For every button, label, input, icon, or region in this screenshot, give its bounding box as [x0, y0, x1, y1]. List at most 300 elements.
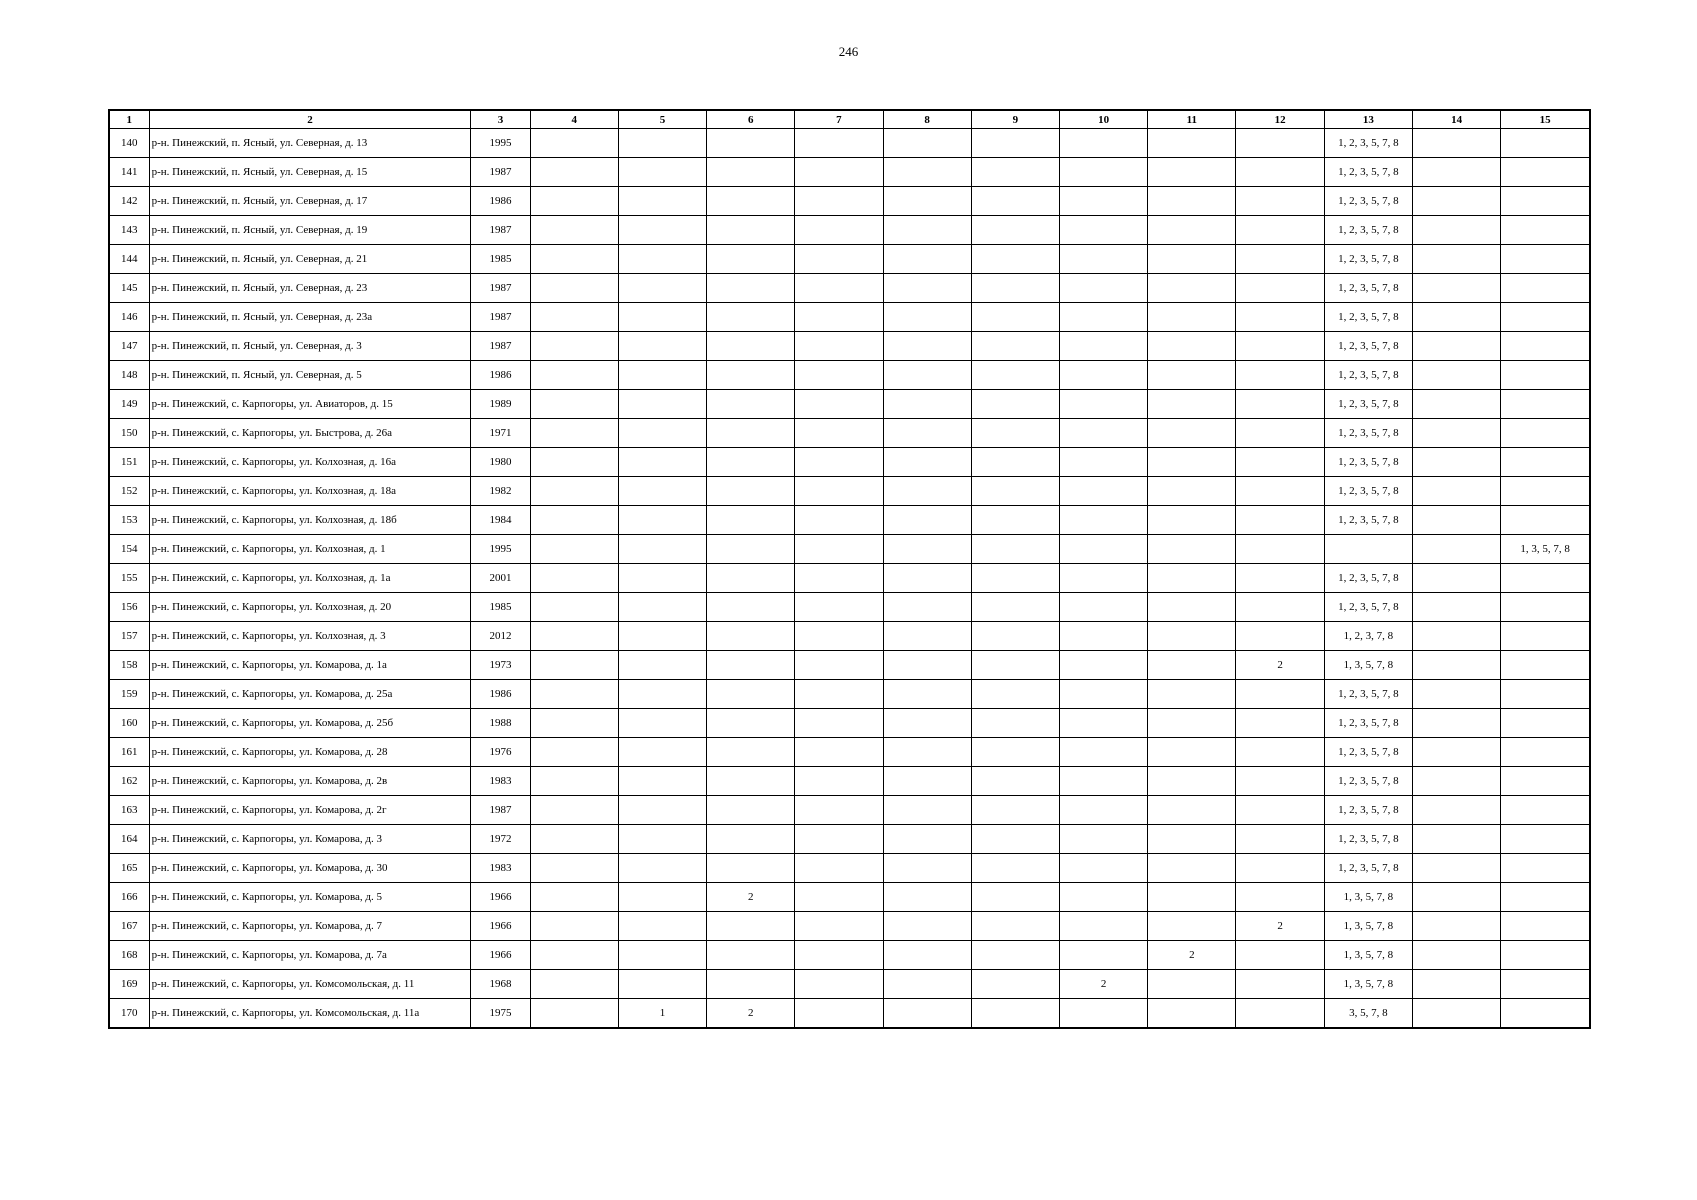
- address-cell: р-н. Пинежский, с. Карпогоры, ул. Комсомольская, д. 11а: [149, 999, 471, 1029]
- table-cell: [1412, 448, 1500, 477]
- table-cell: 1, 2, 3, 5, 7, 8: [1324, 303, 1412, 332]
- table-cell: [883, 245, 971, 274]
- table-cell: [1501, 767, 1590, 796]
- table-cell: [1501, 912, 1590, 941]
- table-cell: [1236, 274, 1324, 303]
- table-cell: 1, 3, 5, 7, 8: [1324, 883, 1412, 912]
- table-cell: [883, 332, 971, 361]
- table-cell: [883, 970, 971, 999]
- table-cell: [1148, 680, 1236, 709]
- table-cell: [971, 448, 1059, 477]
- table-cell: [1148, 477, 1236, 506]
- year-cell: 1982: [471, 477, 530, 506]
- table-row: [109, 999, 1590, 1029]
- address-cell: р-н. Пинежский, с. Карпогоры, ул. Комарова, д. 2в: [149, 767, 471, 796]
- table-cell: 1, 3, 5, 7, 8: [1501, 535, 1590, 564]
- table-cell: [1148, 419, 1236, 448]
- table-row: [109, 390, 1590, 419]
- column-header: 8: [883, 110, 971, 129]
- address-cell: р-н. Пинежский, с. Карпогоры, ул. Комарова, д. 28: [149, 738, 471, 767]
- table-body: [109, 129, 1590, 1029]
- table-cell: [1148, 622, 1236, 651]
- row-number-cell: 157: [109, 622, 149, 651]
- table-cell: [971, 622, 1059, 651]
- year-cell: 1987: [471, 274, 530, 303]
- table-cell: [1148, 854, 1236, 883]
- table-cell: [618, 883, 706, 912]
- table-cell: [1060, 187, 1148, 216]
- table-cell: [530, 419, 618, 448]
- table-cell: [1501, 738, 1590, 767]
- table-cell: [795, 912, 883, 941]
- table-row: [109, 767, 1590, 796]
- address-cell: р-н. Пинежский, п. Ясный, ул. Северная, д. 23: [149, 274, 471, 303]
- table-cell: [707, 216, 795, 245]
- address-cell: р-н. Пинежский, с. Карпогоры, ул. Комарова, д. 25б: [149, 709, 471, 738]
- table-cell: [618, 361, 706, 390]
- table-cell: [707, 448, 795, 477]
- table-cell: [795, 332, 883, 361]
- table-row: [109, 506, 1590, 535]
- address-cell: р-н. Пинежский, п. Ясный, ул. Северная, д. 17: [149, 187, 471, 216]
- table-cell: 1, 2, 3, 5, 7, 8: [1324, 390, 1412, 419]
- address-cell: р-н. Пинежский, с. Карпогоры, ул. Комсомольская, д. 11: [149, 970, 471, 999]
- table-cell: [1412, 854, 1500, 883]
- table-cell: [883, 796, 971, 825]
- table-cell: [1412, 709, 1500, 738]
- address-cell: р-н. Пинежский, п. Ясный, ул. Северная, д. 5: [149, 361, 471, 390]
- row-number-cell: 149: [109, 390, 149, 419]
- page-number: 246: [838, 44, 859, 59]
- table-cell: [795, 941, 883, 970]
- column-header: 2: [149, 110, 471, 129]
- table-cell: [530, 245, 618, 274]
- table-cell: [971, 187, 1059, 216]
- table-cell: [795, 448, 883, 477]
- table-cell: [1501, 129, 1590, 158]
- address-cell: р-н. Пинежский, с. Карпогоры, ул. Комарова, д. 7: [149, 912, 471, 941]
- table-cell: [1236, 506, 1324, 535]
- table-cell: [1412, 970, 1500, 999]
- table-row: [109, 245, 1590, 274]
- table-cell: [971, 216, 1059, 245]
- table-cell: [707, 361, 795, 390]
- table-cell: [618, 158, 706, 187]
- table-cell: [883, 651, 971, 680]
- table-cell: [1412, 216, 1500, 245]
- table-cell: [883, 593, 971, 622]
- table-cell: [1148, 738, 1236, 767]
- table-cell: [1148, 912, 1236, 941]
- address-cell: р-н. Пинежский, с. Карпогоры, ул. Колхозная, д. 1: [149, 535, 471, 564]
- table-cell: [971, 303, 1059, 332]
- row-number-cell: 144: [109, 245, 149, 274]
- table-cell: [707, 796, 795, 825]
- table-cell: [530, 883, 618, 912]
- table-cell: [618, 477, 706, 506]
- table-cell: [1060, 651, 1148, 680]
- table-cell: [883, 564, 971, 593]
- table-cell: [530, 593, 618, 622]
- table-cell: [1236, 477, 1324, 506]
- table-cell: 2: [1148, 941, 1236, 970]
- row-number-cell: 142: [109, 187, 149, 216]
- table-cell: [1148, 448, 1236, 477]
- table-cell: [1412, 361, 1500, 390]
- table-cell: [1501, 883, 1590, 912]
- table-cell: [883, 419, 971, 448]
- row-number-cell: 140: [109, 129, 149, 158]
- table-cell: [971, 709, 1059, 738]
- table-cell: [971, 593, 1059, 622]
- table-cell: [795, 564, 883, 593]
- table-cell: [795, 854, 883, 883]
- address-cell: р-н. Пинежский, с. Карпогоры, ул. Комарова, д. 7а: [149, 941, 471, 970]
- table-cell: 1, 3, 5, 7, 8: [1324, 912, 1412, 941]
- year-cell: 1986: [471, 187, 530, 216]
- table-cell: [1236, 680, 1324, 709]
- table-cell: [971, 680, 1059, 709]
- table-cell: [883, 187, 971, 216]
- year-cell: 1968: [471, 970, 530, 999]
- table-cell: [1236, 593, 1324, 622]
- table-cell: [1148, 274, 1236, 303]
- year-cell: 1966: [471, 941, 530, 970]
- table-cell: [1501, 651, 1590, 680]
- table-cell: [1412, 187, 1500, 216]
- table-cell: [795, 825, 883, 854]
- table-cell: [1060, 622, 1148, 651]
- table-cell: [1060, 825, 1148, 854]
- table-cell: [1236, 941, 1324, 970]
- row-number-cell: 162: [109, 767, 149, 796]
- year-cell: 1987: [471, 303, 530, 332]
- row-number-cell: 156: [109, 593, 149, 622]
- table-cell: [1236, 448, 1324, 477]
- table-cell: [883, 390, 971, 419]
- table-cell: 1, 2, 3, 5, 7, 8: [1324, 419, 1412, 448]
- table-cell: [1148, 361, 1236, 390]
- table-cell: 1, 2, 3, 5, 7, 8: [1324, 854, 1412, 883]
- table-cell: [883, 709, 971, 738]
- table-cell: [1060, 216, 1148, 245]
- column-header: 9: [971, 110, 1059, 129]
- table-row: [109, 332, 1590, 361]
- row-number-cell: 153: [109, 506, 149, 535]
- table-cell: [1412, 245, 1500, 274]
- table-cell: 2: [707, 999, 795, 1029]
- table-cell: [795, 796, 883, 825]
- table-cell: [1236, 564, 1324, 593]
- table-cell: [1236, 738, 1324, 767]
- table-cell: [707, 158, 795, 187]
- table-cell: [971, 506, 1059, 535]
- table-cell: [530, 941, 618, 970]
- address-cell: р-н. Пинежский, п. Ясный, ул. Северная, д. 3: [149, 332, 471, 361]
- table-cell: [530, 216, 618, 245]
- address-cell: р-н. Пинежский, с. Карпогоры, ул. Колхозная, д. 3: [149, 622, 471, 651]
- table-row: [109, 477, 1590, 506]
- table-cell: [1501, 593, 1590, 622]
- table-cell: [618, 680, 706, 709]
- address-cell: р-н. Пинежский, п. Ясный, ул. Северная, д. 19: [149, 216, 471, 245]
- table-cell: [1236, 129, 1324, 158]
- table-cell: [1412, 767, 1500, 796]
- address-cell: р-н. Пинежский, с. Карпогоры, ул. Колхозная, д. 1а: [149, 564, 471, 593]
- table-row: [109, 419, 1590, 448]
- table-row: [109, 738, 1590, 767]
- row-number-cell: 167: [109, 912, 149, 941]
- column-header: 5: [618, 110, 706, 129]
- table-cell: [1060, 245, 1148, 274]
- table-cell: [883, 883, 971, 912]
- table-cell: [971, 883, 1059, 912]
- table-cell: [1501, 796, 1590, 825]
- table-cell: [1060, 709, 1148, 738]
- table-row: [109, 216, 1590, 245]
- table-row: [109, 129, 1590, 158]
- table-cell: [971, 245, 1059, 274]
- table-cell: [1060, 796, 1148, 825]
- table-cell: [530, 796, 618, 825]
- table-cell: [707, 245, 795, 274]
- table-cell: [1324, 535, 1412, 564]
- table-cell: [530, 129, 618, 158]
- table-cell: [883, 535, 971, 564]
- address-cell: р-н. Пинежский, с. Карпогоры, ул. Комарова, д. 25а: [149, 680, 471, 709]
- column-header: 15: [1501, 110, 1590, 129]
- table-cell: [883, 999, 971, 1029]
- table-cell: 1, 2, 3, 5, 7, 8: [1324, 245, 1412, 274]
- table-cell: [1236, 535, 1324, 564]
- table-cell: [1501, 332, 1590, 361]
- table-cell: [795, 419, 883, 448]
- table-cell: [1148, 245, 1236, 274]
- table-cell: [618, 129, 706, 158]
- year-cell: 1976: [471, 738, 530, 767]
- table-cell: [971, 158, 1059, 187]
- table-cell: [618, 216, 706, 245]
- table-cell: 2: [1236, 651, 1324, 680]
- table-cell: [530, 187, 618, 216]
- table-cell: [530, 970, 618, 999]
- table-cell: [795, 767, 883, 796]
- table-cell: [707, 709, 795, 738]
- table-cell: [971, 999, 1059, 1029]
- table-row: [109, 796, 1590, 825]
- year-cell: 2001: [471, 564, 530, 593]
- table-cell: [883, 622, 971, 651]
- table-cell: [530, 303, 618, 332]
- table-cell: [1412, 738, 1500, 767]
- table-cell: [883, 129, 971, 158]
- year-cell: 1985: [471, 593, 530, 622]
- row-number-cell: 163: [109, 796, 149, 825]
- table-cell: [1501, 970, 1590, 999]
- year-cell: 1987: [471, 158, 530, 187]
- table-cell: [618, 564, 706, 593]
- table-row: [109, 274, 1590, 303]
- table-cell: [883, 303, 971, 332]
- table-cell: [530, 709, 618, 738]
- table-cell: [618, 651, 706, 680]
- table-cell: 1, 2, 3, 5, 7, 8: [1324, 216, 1412, 245]
- year-cell: 1987: [471, 216, 530, 245]
- table-row: [109, 187, 1590, 216]
- address-cell: р-н. Пинежский, с. Карпогоры, ул. Быстрова, д. 26а: [149, 419, 471, 448]
- table-cell: [1148, 651, 1236, 680]
- table-row: [109, 158, 1590, 187]
- table-cell: [618, 303, 706, 332]
- table-cell: [971, 941, 1059, 970]
- table-cell: [1501, 158, 1590, 187]
- table-cell: [1236, 187, 1324, 216]
- table-cell: 1, 2, 3, 5, 7, 8: [1324, 680, 1412, 709]
- year-cell: 1972: [471, 825, 530, 854]
- table-cell: 1, 2, 3, 7, 8: [1324, 622, 1412, 651]
- table-cell: [1148, 158, 1236, 187]
- table-cell: [1501, 216, 1590, 245]
- table-cell: [883, 825, 971, 854]
- table-cell: [1060, 767, 1148, 796]
- table-cell: [1501, 854, 1590, 883]
- table-cell: [1236, 158, 1324, 187]
- year-cell: 1987: [471, 796, 530, 825]
- table-cell: [971, 390, 1059, 419]
- table-cell: [1412, 419, 1500, 448]
- table-cell: [707, 477, 795, 506]
- column-header: 1: [109, 110, 149, 129]
- row-number-cell: 148: [109, 361, 149, 390]
- table-cell: [1060, 738, 1148, 767]
- table-cell: [795, 680, 883, 709]
- year-cell: 1971: [471, 419, 530, 448]
- table-cell: 1, 2, 3, 5, 7, 8: [1324, 564, 1412, 593]
- table-cell: [883, 854, 971, 883]
- table-cell: [1501, 187, 1590, 216]
- table-cell: [1060, 535, 1148, 564]
- table-cell: [1236, 767, 1324, 796]
- table-cell: [618, 767, 706, 796]
- table-cell: [1412, 912, 1500, 941]
- table-cell: 1, 2, 3, 5, 7, 8: [1324, 738, 1412, 767]
- address-cell: р-н. Пинежский, п. Ясный, ул. Северная, д. 21: [149, 245, 471, 274]
- table-cell: [530, 999, 618, 1029]
- table-cell: [1148, 506, 1236, 535]
- table-cell: [1148, 999, 1236, 1029]
- address-cell: р-н. Пинежский, с. Карпогоры, ул. Колхозная, д. 18а: [149, 477, 471, 506]
- table-cell: [618, 622, 706, 651]
- table-cell: [530, 651, 618, 680]
- table-cell: [1501, 303, 1590, 332]
- table-row: [109, 651, 1590, 680]
- table-cell: [1501, 825, 1590, 854]
- table-cell: [1501, 245, 1590, 274]
- table-cell: [530, 332, 618, 361]
- table-cell: [971, 651, 1059, 680]
- table-cell: [707, 390, 795, 419]
- table-cell: [795, 158, 883, 187]
- row-number-cell: 165: [109, 854, 149, 883]
- table-cell: [1148, 825, 1236, 854]
- table-cell: [971, 535, 1059, 564]
- column-header: 3: [471, 110, 530, 129]
- table-cell: 1, 2, 3, 5, 7, 8: [1324, 796, 1412, 825]
- column-header: 4: [530, 110, 618, 129]
- row-number-cell: 154: [109, 535, 149, 564]
- table-cell: [530, 912, 618, 941]
- table-cell: [1148, 883, 1236, 912]
- table-cell: [1501, 999, 1590, 1029]
- table-cell: [1412, 535, 1500, 564]
- table-cell: [1236, 419, 1324, 448]
- table-cell: [883, 506, 971, 535]
- table-cell: [707, 506, 795, 535]
- table-cell: [1148, 564, 1236, 593]
- address-cell: р-н. Пинежский, с. Карпогоры, ул. Комарова, д. 5: [149, 883, 471, 912]
- table-cell: 1, 2, 3, 5, 7, 8: [1324, 361, 1412, 390]
- table-cell: [795, 622, 883, 651]
- address-cell: р-н. Пинежский, с. Карпогоры, ул. Комарова, д. 30: [149, 854, 471, 883]
- table-cell: [707, 854, 795, 883]
- data-table: [108, 109, 1591, 1029]
- table-cell: [530, 361, 618, 390]
- table-cell: [1501, 390, 1590, 419]
- table-cell: [1060, 912, 1148, 941]
- table-row: [109, 361, 1590, 390]
- table-cell: [971, 332, 1059, 361]
- table-cell: [530, 680, 618, 709]
- table-cell: [883, 767, 971, 796]
- table-cell: [1060, 593, 1148, 622]
- table-cell: [883, 448, 971, 477]
- table-cell: [1501, 274, 1590, 303]
- table-cell: [618, 854, 706, 883]
- table-cell: [1148, 970, 1236, 999]
- table-cell: [1236, 970, 1324, 999]
- table-cell: [883, 361, 971, 390]
- table-cell: [1236, 796, 1324, 825]
- table-cell: [1501, 941, 1590, 970]
- table-cell: [1060, 332, 1148, 361]
- table-cell: [883, 941, 971, 970]
- table-row: [109, 941, 1590, 970]
- table-cell: [1148, 535, 1236, 564]
- table-cell: [1236, 361, 1324, 390]
- table-cell: [795, 477, 883, 506]
- table-cell: [1236, 854, 1324, 883]
- table-cell: 1: [618, 999, 706, 1029]
- table-cell: [795, 593, 883, 622]
- address-cell: р-н. Пинежский, с. Карпогоры, ул. Колхозная, д. 18б: [149, 506, 471, 535]
- row-number-cell: 141: [109, 158, 149, 187]
- table-cell: [1501, 506, 1590, 535]
- table-row: [109, 709, 1590, 738]
- table-cell: 2: [707, 883, 795, 912]
- table-cell: [1060, 854, 1148, 883]
- table-cell: [707, 593, 795, 622]
- table-cell: [1148, 593, 1236, 622]
- table-cell: [971, 854, 1059, 883]
- table-cell: [618, 796, 706, 825]
- table-cell: [1412, 825, 1500, 854]
- table-cell: [707, 332, 795, 361]
- table-cell: [1148, 767, 1236, 796]
- table-cell: [1236, 999, 1324, 1029]
- table-cell: [530, 564, 618, 593]
- table-cell: [1236, 216, 1324, 245]
- column-header: 13: [1324, 110, 1412, 129]
